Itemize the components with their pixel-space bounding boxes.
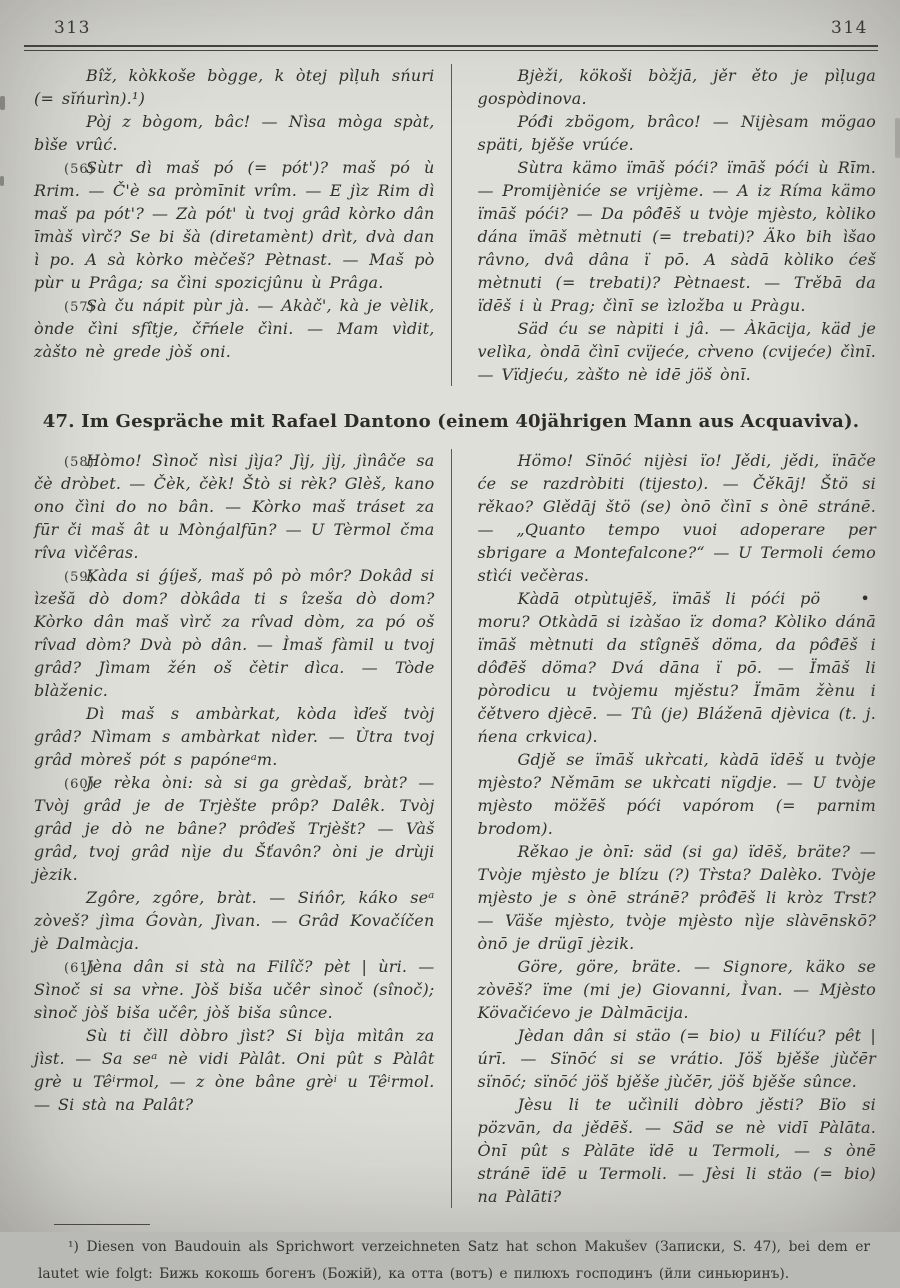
paragraph-text: Dì maš s ambàrkat, kòda ìďeš tvòj grâd? Nìmam s ambàrkat nìder. — Ùtra tvoj grâd mòreš pót s papóneᵃm. xyxy=(34,704,435,769)
paragraph-text: Póđi zbögom, brâco! — Nijèsam mögao späti, bjěše vrúće. xyxy=(477,112,876,154)
translation-column-upper xyxy=(452,64,879,386)
dialect-paragraph xyxy=(34,702,435,771)
paragraph-number: (57) xyxy=(64,300,95,315)
ink-dot: • xyxy=(860,589,870,608)
header-double-rule xyxy=(24,45,878,51)
paragraph-text: Pòj z bògom, bâc! — Nìsa mòga spàt, bìše vrûć. xyxy=(34,112,435,154)
paragraph-text: Jèdan dân si stäo (= bio) u Filíću? pêt | úrī. — Sïnōć si se vrátio. Jöš bjěše jùčēr sïnōć; sïnōć jöš bjěše jùčēr, jöš bjěše sûnce. xyxy=(477,1026,876,1091)
paragraph-text: Zgôre, zgôre, bràt. — Sińôr, káko seᵃ zòveš? jìma Ǵovàn, Jìvan. — Grâd Kovačíčen jè Dalmàcja. xyxy=(34,888,435,953)
paragraph-text: Hòmo! Sìnoč nìsi jìja? Jìj, jìj, jìnâče sa čè dròbet. — Čèk, čèk! Štò si rèk? Glèš, kano ono čìni do no bân. — Kòrko maš tráset za fūr či maš ât u Mònǵalfūn? — U Tèrmol čma rîva vìčêras. xyxy=(34,451,435,562)
paragraph-text: Sùtra kämo ïmāš póći? ïmāš póći ù Rīm. — Promijèniće se vrijème. — A iz Ríma kämo ïmāš póći? — Da pôđēš u tvòje mjèsto, kòliko dána ïmāš mètnuti (= trebati)? Äko bih ìšao râvno, dvâ dâna ï pō. A sàdā kòliko ćeš mètnuti (= trebati)? Pètnaest. — Trěbā da ïdēš i ù Prag; čìnī se ìzložba u Pràgu. xyxy=(477,158,876,315)
page-number-row xyxy=(24,16,878,38)
scan-smudge xyxy=(0,176,4,186)
dialect-paragraph xyxy=(34,771,435,886)
paragraph-text: Gdjě se ïmāš ukr̀cati, kàdā ïdēš u tvòje mjèsto? Němām se ukr̀cati nïgdje. — U tvòje mjèsto möžēš póći vapórom (= parnim brodom). xyxy=(477,750,876,838)
dialect-paragraph xyxy=(34,64,435,110)
paragraph-text: Göre, göre, bräte. — Signore, käko se zòvēš? ïme (mi je) Giovanni, Ìvan. — Mjèsto Kövačićevo je Dàlmācija. xyxy=(477,957,876,1022)
paragraph-text: Kàdā otpùtujēš, ïmāš li póći pö moru? Otkàdā si izàšao ïz doma? Kòliko dánā ïmāš mètnuti da stîgnēš döma, da pôđēš i dôđēš döma? Dvá dāna ï pō. — Ïmāš li pòrodicu u tvòjemu mjěstu? Ïmām žènu i čětvero djècē. — Tû (je) Bláženā djèvica (t. j. ńena crkvica). xyxy=(477,589,876,746)
translation-paragraph xyxy=(478,64,877,110)
footnote: ¹) Diesen von Baudouin als Sprichwort verzeichneten Satz hat schon Makušev (Записки, S. 47), bei dem er lautet wie folgt: Бижь кокошь богенъ (Божій), ка отта (вотъ) е пилюхъ господинъ (йли синьюринъ). xyxy=(38,1239,870,1282)
chapter-heading: 47. Im Gespräche mit Rafael Dantono (einem 40jährigen Mann aus Acquaviva). xyxy=(42,411,860,432)
translation-paragraph xyxy=(478,1024,877,1093)
paragraph-number: (59) xyxy=(64,570,95,585)
paragraph-text: Sù ti čìll dòbro jìst? Si bìja mìtân za jìst. — Sa seᵃ nè vidi Pàlât. Oni pût s Pàlât grè u Têⁱrmol, — z òne bâne grèⁱ u Têⁱrmol. — Si stà na Palât? xyxy=(34,1026,435,1114)
scan-smudge xyxy=(0,96,5,110)
translation-paragraph xyxy=(478,840,877,955)
scan-smudge xyxy=(895,118,900,158)
text-section-lower xyxy=(24,449,878,1208)
page-number-left: 313 xyxy=(54,18,91,38)
paragraph-number: (56) xyxy=(64,162,95,177)
paragraph-text: Sùtr dì maš pó (= pót')? maš pó ù Rrim. — Č'è sa pròmīnit vrîm. — E jìz Rim dì maš pa pót'? — Zà pót' ù tvoj grâd kòrko dân īmàš vìrč? Se bi šà (diretamènt) drìt, dvà dan ì po. A sà kòrko mèčeš? Pètnast. — Maš pò pùr u Prâga; sa čìni spozicjûnu ù Prâga. xyxy=(34,158,435,292)
translation-paragraph xyxy=(478,587,877,748)
paragraph-text: Rěkao je ònī: säd (si ga) ïdēš, bräte? — Tvòje mjèsto je blízu (?) Tr̀sta? Dalèko. Tvòje mjèsto je s ònē stránē? prôđēš li kròz Trst? — Väše mjèsto, tvòje mjèsto nìje slàvēnskō? ònō je drügī jèzik. xyxy=(477,842,876,953)
dialect-paragraph xyxy=(34,449,435,564)
paragraph-text: Kàda si ǵíješ, maš pô pò môr? Dokâd si ìzešă dò dom? dòkâda ti s îzeša dò dom? Kòrko dân maš vìrč za rîvad dòm, za pó oš rîvad dòm? Dvà pò dân. — Ìmaš fàmil u tvoj grâd? Jìmam žén oš čètir dìca. — Tòde blàženic. xyxy=(34,566,435,700)
dialect-paragraph xyxy=(34,955,435,1024)
dialect-paragraph xyxy=(34,564,435,702)
dialect-paragraph xyxy=(34,1024,435,1116)
translation-paragraph xyxy=(478,1093,877,1208)
translation-paragraph xyxy=(478,449,877,587)
paragraph-text: Hömo! Sïnōć nijèsi ïo! Jědi, jědi, ïnāče će se razdròbiti (tijesto). — Čěkāj! Štö si rěkao? Glědāj štö (se) ònō čìnī s ònē stránē. — „Quanto tempo vuoi adoperare per sbrigare a Montefalcone?“ — U Termoli ćemo stìći večèras. xyxy=(477,451,876,585)
paragraph-text: Jèsu li te učìnili dòbro jěsti? Bïo si pözvān, da jědēš. — Säd se nè vidī Pàlāta. Ònī pût s Pàlāte ïdē u Termoli, — s ònē stránē ïdē u Termoli. — Jèsi li stäo (= bio) na Pàlāti? xyxy=(477,1095,876,1206)
dialect-column-lower xyxy=(24,449,451,1208)
paragraph-number: (60) xyxy=(64,777,95,792)
paragraph-text: Säd ću se nàpiti i jâ. — Àkācija, käd je velìka, òndā čìnī cvïjeće, cr̀veno (cvijeće) čìnī. — Vïdjeću, zàšto nè idē jöš ònī. xyxy=(477,319,876,384)
translation-paragraph xyxy=(478,110,877,156)
translation-paragraph xyxy=(478,748,877,840)
translation-column-lower xyxy=(452,449,879,1208)
paragraph-text: Jèna dân si stà na Filîč? pèt | ùri. — Sìnoč si sa vr̀ne. Jòš biša učêr sìnoč (sînoč); sìnoč jòš biša učêr, jòš biša sûnce. xyxy=(34,957,435,1022)
dialect-paragraph xyxy=(34,110,435,156)
page-number-right: 314 xyxy=(831,18,868,38)
translation-paragraph xyxy=(478,955,877,1024)
dialect-paragraph xyxy=(34,156,435,294)
text-section-upper xyxy=(24,64,878,386)
translation-paragraph xyxy=(478,317,877,386)
dialect-column-upper xyxy=(24,64,451,386)
footnote-separator-rule xyxy=(54,1224,150,1225)
dialect-paragraph xyxy=(34,294,435,363)
paragraph-number: (58) xyxy=(64,455,95,470)
dialect-paragraph xyxy=(34,886,435,955)
translation-paragraph xyxy=(478,156,877,317)
paragraph-text: Bjèži, kökoši bòžjā, jěr ěto je pìļuga gospòdinova. xyxy=(477,66,876,108)
paragraph-text: Je rèka òni: sà si ga grèdaš, bràt? — Tvòj grâd je de Trjèšte prôp? Dalêk. Tvòj grâd je dò ne bâne? prôďeš Trjèšt? — Vàš grâd, tvoj grâd nìje du Šťavôn? òni je drùji jèzik. xyxy=(34,773,435,884)
paragraph-number: (61) xyxy=(64,961,95,976)
paragraph-text: Bîž, kòkkoše bògge, k òtej pìļuh sńuri (= sĭńurìn).¹) xyxy=(34,66,435,108)
paragraph-text: Sà ču nápit pùr jà. — Akàč', kà je vèlik, ònde čìni sfîtje, čr̄ńele čìni. — Mam vìdit, zàšto nè grede jòš oni. xyxy=(34,296,435,361)
